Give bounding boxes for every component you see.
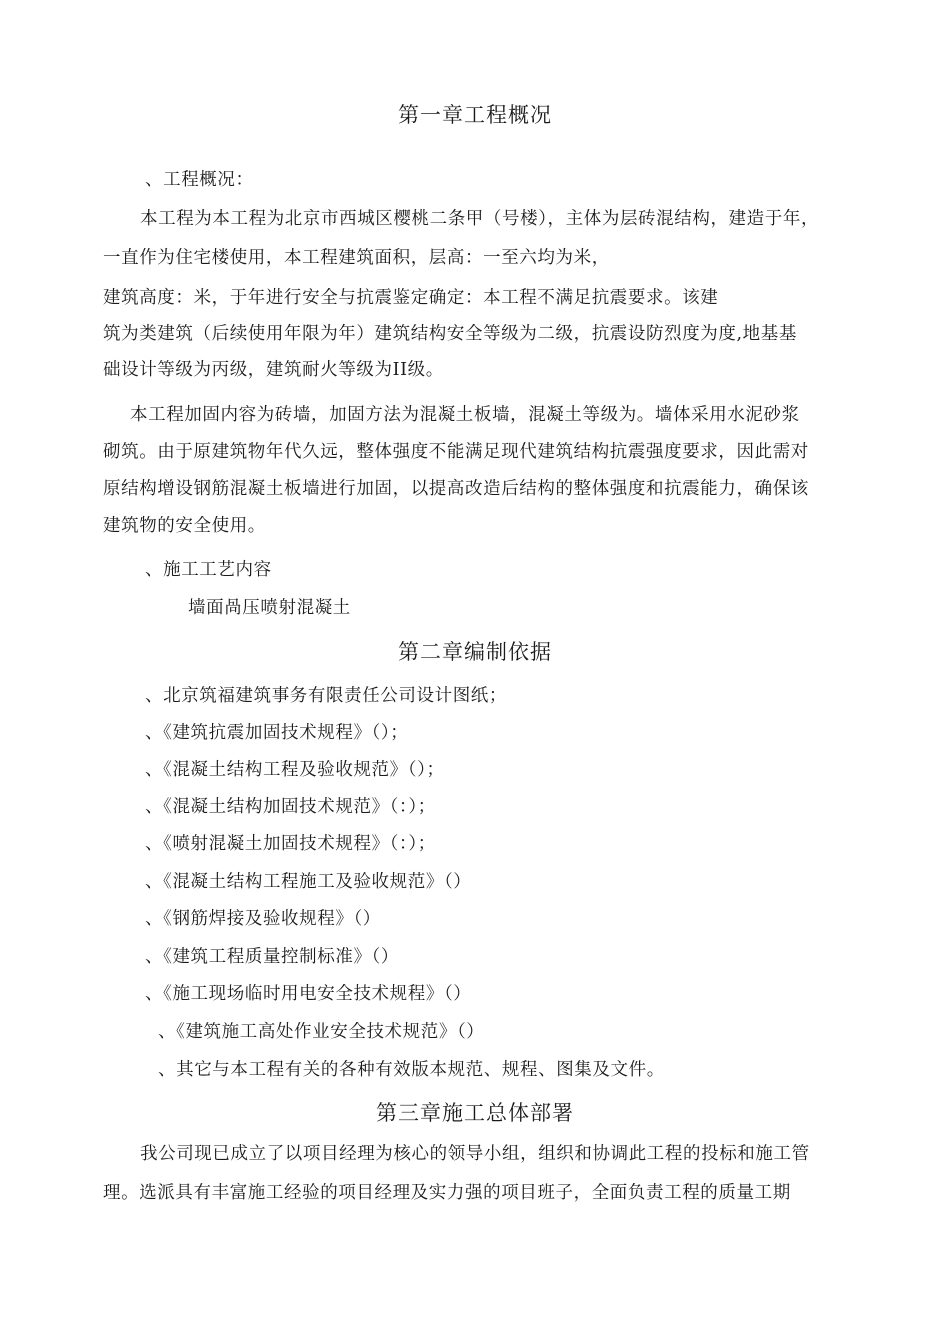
section-heading-project-overview: 、工程概况：: [145, 170, 254, 190]
chapter-1-title: 第一章工程概况: [398, 103, 552, 127]
paragraph-line: 我公司现已成立了以项目经理为核心的领导小组，组织和协调此工程的投标和施工管: [140, 1144, 810, 1164]
paragraph-line: 砌筑。由于原建筑物年代久远，整体强度不能满足现代建筑结构抗震强度要求，因此需对: [103, 442, 809, 462]
paragraph-line: 本工程加固内容为砖墙，加固方法为混凝土板墙，混凝土等级为。墙体采用水泥砂浆: [130, 405, 800, 425]
list-item: 、《喷射混凝土加固技术规程》（：）；: [145, 834, 436, 854]
list-item: 、《施工现场临时用电安全技术规程》（）: [145, 984, 472, 1004]
list-item: 、《混凝土结构加固技术规范》（：）；: [145, 797, 436, 817]
chapter-3-title: 第三章施工总体部署: [376, 1101, 574, 1125]
construction-process-item: 墙面咼压喷射混凝土: [188, 598, 351, 618]
list-item: 、北京筑福建筑事务有限责任公司设计图纸；: [145, 686, 507, 706]
paragraph-line: 础设计等级为丙级，建筑耐火等级为II级。: [103, 360, 444, 380]
paragraph-line: 原结构增设钢筋混凝土板墙进行加固，以提高改造后结构的整体强度和抗震能力，确保该: [103, 479, 809, 499]
paragraph-line: 建筑物的安全使用。: [103, 516, 266, 536]
paragraph-line: 筑为类建筑（后续使用年限为年）建筑结构安全等级为二级，抗震设防烈度为度,地基基: [103, 324, 797, 344]
section-heading-construction-process: 、施工工艺内容: [145, 560, 272, 580]
list-item: 、《建筑抗震加固技术规程》（）；: [145, 723, 409, 743]
list-item: 、《混凝土结构工程施工及验收规范》（）: [145, 872, 472, 892]
list-item: 、《建筑施工高处作业安全技术规范》（）: [158, 1022, 485, 1042]
list-item: 、《建筑工程质量控制标准》（）: [145, 947, 399, 967]
paragraph-line: 理。选派具有丰富施工经验的项目经理及实力强的项目班子，全面负责工程的质量工期: [103, 1183, 791, 1203]
paragraph-line: 一直作为住宅楼使用，本工程建筑面积，层高：一至六均为米，: [103, 248, 610, 268]
list-item: 、其它与本工程有关的各种有效版本规范、规程、图集及文件。: [158, 1060, 665, 1080]
chapter-2-title: 第二章编制依据: [398, 640, 552, 664]
list-item: 、《钢筋焊接及验收规程》（）: [145, 909, 381, 929]
paragraph-line: 本工程为本工程为北京市西城区樱桃二条甲（号楼），主体为层砖混结构，建造于年，: [140, 209, 820, 229]
list-item: 、《混凝土结构工程及验收规范》（）；: [145, 760, 445, 780]
paragraph-line: 建筑高度：米，于年进行安全与抗震鉴定确定：本工程不满足抗震要求。该建: [103, 288, 719, 308]
